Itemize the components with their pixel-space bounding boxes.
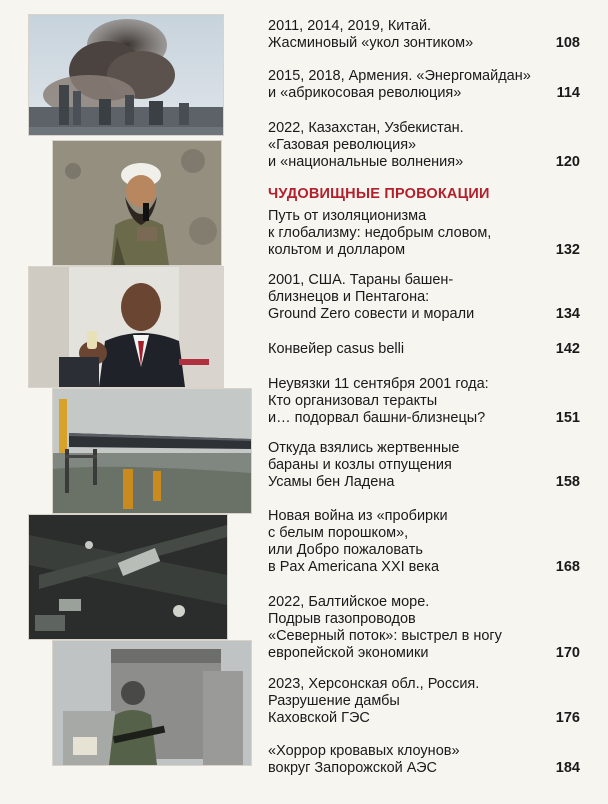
photo-man-in-suit [28,266,224,388]
page-number: 132 [555,242,580,258]
entry-title-line: Конвейер casus belli [268,341,405,357]
page-number: 184 [555,760,580,776]
page-number: 114 [556,85,580,101]
section-title: ЧУДОВИЩНЫЕ ПРОВОКАЦИИ [268,186,490,202]
entry-title-line: 2022, Казахстан, Узбекистан. [268,120,464,136]
toc-entry-151[interactable] [268,376,580,427]
entry-title-line: Усамы бен Ладена [268,474,395,490]
photo-aerial-night [28,514,228,640]
page-number: 134 [555,306,580,322]
aerial-night-image [29,515,227,639]
toc-entry-158[interactable] [268,440,580,491]
entry-title-line: Ground Zero совести и морали [268,306,475,322]
entry-title-line: близнецов и Пентагона: [268,289,430,305]
bearded-man-image [53,141,221,265]
entry-title-line: Подрыв газопроводов [268,611,416,627]
toc-entry-114[interactable] [268,68,580,102]
toc-entry-134[interactable] [268,272,580,323]
page-number: 176 [555,710,580,726]
entry-title-line: в Pax Americana XXI века [268,559,440,575]
toc-entry-132[interactable] [268,208,580,259]
page-number: 120 [555,154,580,170]
smoke-skyline-image [29,15,223,135]
entry-title-line: Жасминовый «укол зонтиком» [268,35,474,51]
entry-title-line: Путь от изоляционизма [268,208,427,224]
soldier-power-plant-image [53,641,251,765]
toc-entry-184[interactable] [268,743,580,777]
entry-title-line: и «абрикосовая революция» [268,85,462,101]
photo-bearded-man [52,140,222,266]
entry-title-line: европейской экономики [268,645,429,661]
entry-title-line: и… подорвал башни-близнецы? [268,410,486,426]
entry-title-line: или Добро пожаловать [268,542,423,558]
toc-entry-142[interactable] [268,341,580,358]
photo-pipeline [52,388,252,514]
page-number: 170 [555,645,580,661]
entry-title-line: Неувязки 11 сентября 2001 года: [268,376,489,392]
entry-title-line: 2015, 2018, Армения. «Энергомайдан» [268,68,531,84]
entry-title-line: с белым порошком», [268,525,409,541]
entry-title-line: Новая война из «пробирки [268,508,448,524]
entry-title-line: 2011, 2014, 2019, Китай. [268,18,432,34]
entry-title-line: Каховской ГЭС [268,710,370,726]
entry-title-line: 2001, США. Тараны башен- [268,272,454,288]
man-in-suit-image [29,267,223,387]
entry-title-line: «Газовая революция» [268,137,417,153]
entry-title-line: к глобализму: недобрым словом, [268,225,492,241]
entry-title-line: 2023, Херсонская обл., Россия. [268,676,480,692]
entry-title-line: «Северный поток»: выстрел в ногу [268,628,502,644]
entry-title-line: вокруг Запорожской АЭС [268,760,438,776]
entry-title-line: Разрушение дамбы [268,693,400,709]
entry-title-line: и «национальные волнения» [268,154,464,170]
entry-title-line: 2022, Балтийское море. [268,594,430,610]
photo-soldier-power-plant [52,640,252,766]
toc-entry-108[interactable] [268,18,580,52]
entry-title-line: Кто организовал теракты [268,393,438,409]
toc-entry-120[interactable] [268,120,580,171]
entry-title-line: кольтом и долларом [268,242,406,258]
entry-title-line: «Хоррор кровавых клоунов» [268,743,460,759]
page-number: 142 [555,341,580,357]
pipeline-image [53,389,251,513]
toc-entry-168[interactable] [268,508,580,576]
toc-entry-170[interactable] [268,594,580,662]
entry-title-line: Откуда взялись жертвенные [268,440,460,456]
page-number: 151 [555,410,580,426]
page-number: 168 [555,559,580,575]
page-number: 108 [555,35,580,51]
entry-title-line: бараны и козлы отпущения [268,457,452,473]
toc-entry-176[interactable] [268,676,580,727]
page-number: 158 [555,474,580,490]
photo-smoke-skyline [28,14,224,136]
